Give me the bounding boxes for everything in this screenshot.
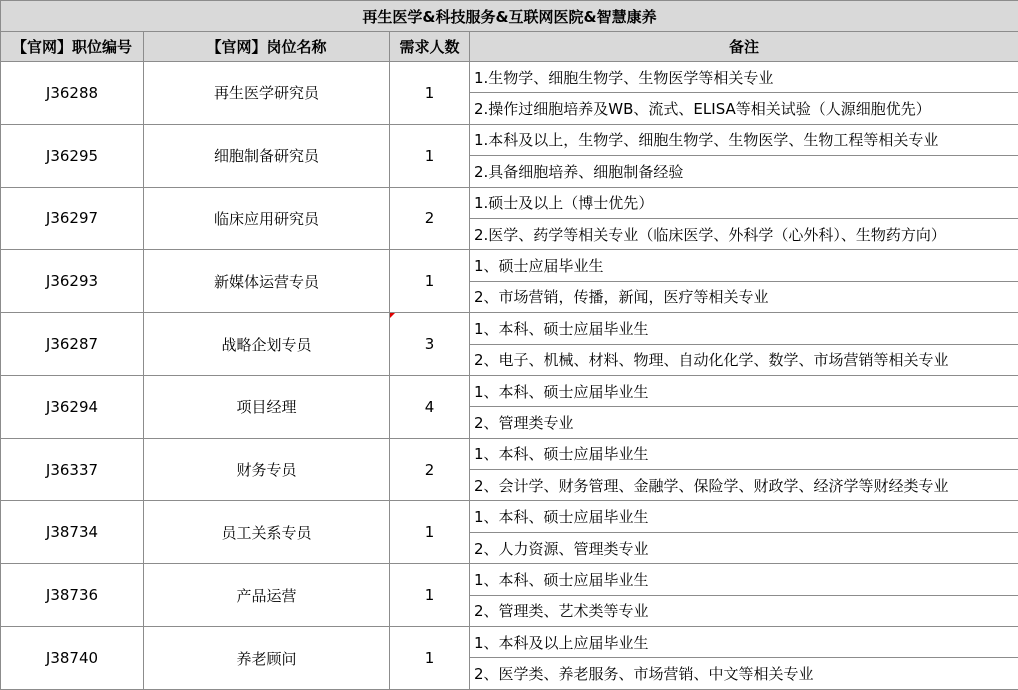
- cell-note[interactable]: 1、本科、硕士应届毕业生: [470, 438, 1018, 469]
- cell-note[interactable]: 1、本科、硕士应届毕业生: [470, 313, 1018, 344]
- cell-job-name[interactable]: 财务专员: [144, 438, 390, 501]
- headcount-value: 2: [424, 460, 435, 479]
- table-row: [1, 62, 1018, 93]
- cell-note[interactable]: 2、市场营销，传播，新闻，医疗等相关专业: [470, 281, 1018, 312]
- cell-note[interactable]: 2、医学类、养老服务、市场营销、中文等相关专业: [470, 658, 1018, 690]
- headcount-value: 1: [424, 523, 435, 542]
- cell-note[interactable]: 2、人力资源、管理类专业: [470, 532, 1018, 563]
- table-row: [1, 313, 1018, 344]
- table-row: [1, 250, 1018, 281]
- cell-job-name[interactable]: 产品运营: [144, 564, 390, 627]
- cell-job-id[interactable]: J38740: [1, 627, 144, 690]
- cell-note[interactable]: 1、本科、硕士应届毕业生: [470, 564, 1018, 595]
- cell-headcount[interactable]: [390, 438, 470, 501]
- cell-job-id[interactable]: J36294: [1, 375, 144, 438]
- cell-note[interactable]: 2.具备细胞培养、细胞制备经验: [470, 156, 1018, 187]
- header-notes[interactable]: 备注: [470, 32, 1018, 62]
- table-row: [1, 564, 1018, 595]
- cell-job-name[interactable]: 战略企划专员: [144, 313, 390, 376]
- table-row: [1, 375, 1018, 406]
- table-body: [1, 62, 1018, 690]
- table-row: [1, 124, 1018, 155]
- cell-headcount[interactable]: [390, 187, 470, 250]
- cell-job-id[interactable]: J38736: [1, 564, 144, 627]
- cell-job-id[interactable]: J36337: [1, 438, 144, 501]
- headcount-value: 3: [424, 335, 435, 354]
- cell-note[interactable]: 2、会计学、财务管理、金融学、保险学、财政学、经济学等财经类专业: [470, 470, 1018, 501]
- cell-job-id[interactable]: J38734: [1, 501, 144, 564]
- cell-job-id[interactable]: J36297: [1, 187, 144, 250]
- cell-note[interactable]: 1.生物学、细胞生物学、生物医学等相关专业: [470, 62, 1018, 93]
- cell-job-name[interactable]: 项目经理: [144, 375, 390, 438]
- cell-note[interactable]: 2.医学、药学等相关专业（临床医学、外科学（心外科）、生物药方向）: [470, 218, 1018, 249]
- cell-job-name[interactable]: 临床应用研究员: [144, 187, 390, 250]
- cell-headcount[interactable]: [390, 250, 470, 313]
- cell-note[interactable]: 1、本科及以上应届毕业生: [470, 627, 1018, 658]
- headcount-value: 1: [424, 83, 435, 102]
- header-headcount[interactable]: 需求人数: [390, 32, 470, 62]
- headcount-value: 4: [424, 397, 435, 416]
- cell-job-id[interactable]: J36293: [1, 250, 144, 313]
- table-title[interactable]: 再生医学&科技服务&互联网医院&智慧康养: [1, 1, 1018, 32]
- cell-note[interactable]: 2、管理类、艺术类等专业: [470, 595, 1018, 626]
- cell-headcount[interactable]: [390, 375, 470, 438]
- cell-note[interactable]: 2、管理类专业: [470, 407, 1018, 438]
- headcount-value: 2: [424, 209, 435, 228]
- cell-headcount[interactable]: [390, 62, 470, 125]
- cell-note[interactable]: 1.本科及以上，生物学、细胞生物学、生物医学、生物工程等相关专业: [470, 124, 1018, 155]
- comment-indicator-icon[interactable]: [390, 313, 396, 319]
- cell-headcount[interactable]: [390, 501, 470, 564]
- cell-job-name[interactable]: 新媒体运营专员: [144, 250, 390, 313]
- headcount-value: 1: [424, 649, 435, 668]
- cell-job-name[interactable]: 员工关系专员: [144, 501, 390, 564]
- cell-job-name[interactable]: 养老顾问: [144, 627, 390, 690]
- cell-note[interactable]: 1、硕士应届毕业生: [470, 250, 1018, 281]
- cell-job-name[interactable]: 细胞制备研究员: [144, 124, 390, 187]
- headcount-value: 1: [424, 146, 435, 165]
- cell-note[interactable]: 2.操作过细胞培养及WB、流式、ELISA等相关试验（人源细胞优先）: [470, 93, 1018, 124]
- cell-job-id[interactable]: J36295: [1, 124, 144, 187]
- cell-headcount[interactable]: [390, 313, 470, 376]
- header-job-name[interactable]: 【官网】岗位名称: [144, 32, 390, 62]
- header-job-id[interactable]: 【官网】职位编号: [1, 32, 144, 62]
- cell-headcount[interactable]: [390, 564, 470, 627]
- cell-note[interactable]: 1.硕士及以上（博士优先）: [470, 187, 1018, 218]
- cell-note[interactable]: 1、本科、硕士应届毕业生: [470, 501, 1018, 532]
- headcount-value: 1: [424, 586, 435, 605]
- cell-headcount[interactable]: [390, 627, 470, 690]
- cell-job-id[interactable]: J36288: [1, 62, 144, 125]
- cell-note[interactable]: 2、电子、机械、材料、物理、自动化化学、数学、市场营销等相关专业: [470, 344, 1018, 375]
- cell-job-id[interactable]: J36287: [1, 313, 144, 376]
- table-row: [1, 501, 1018, 532]
- table-row: [1, 438, 1018, 469]
- table-row: [1, 187, 1018, 218]
- cell-note[interactable]: 1、本科、硕士应届毕业生: [470, 375, 1018, 406]
- headcount-value: 1: [424, 272, 435, 291]
- table-row: [1, 627, 1018, 658]
- cell-job-name[interactable]: 再生医学研究员: [144, 62, 390, 125]
- cell-headcount[interactable]: [390, 124, 470, 187]
